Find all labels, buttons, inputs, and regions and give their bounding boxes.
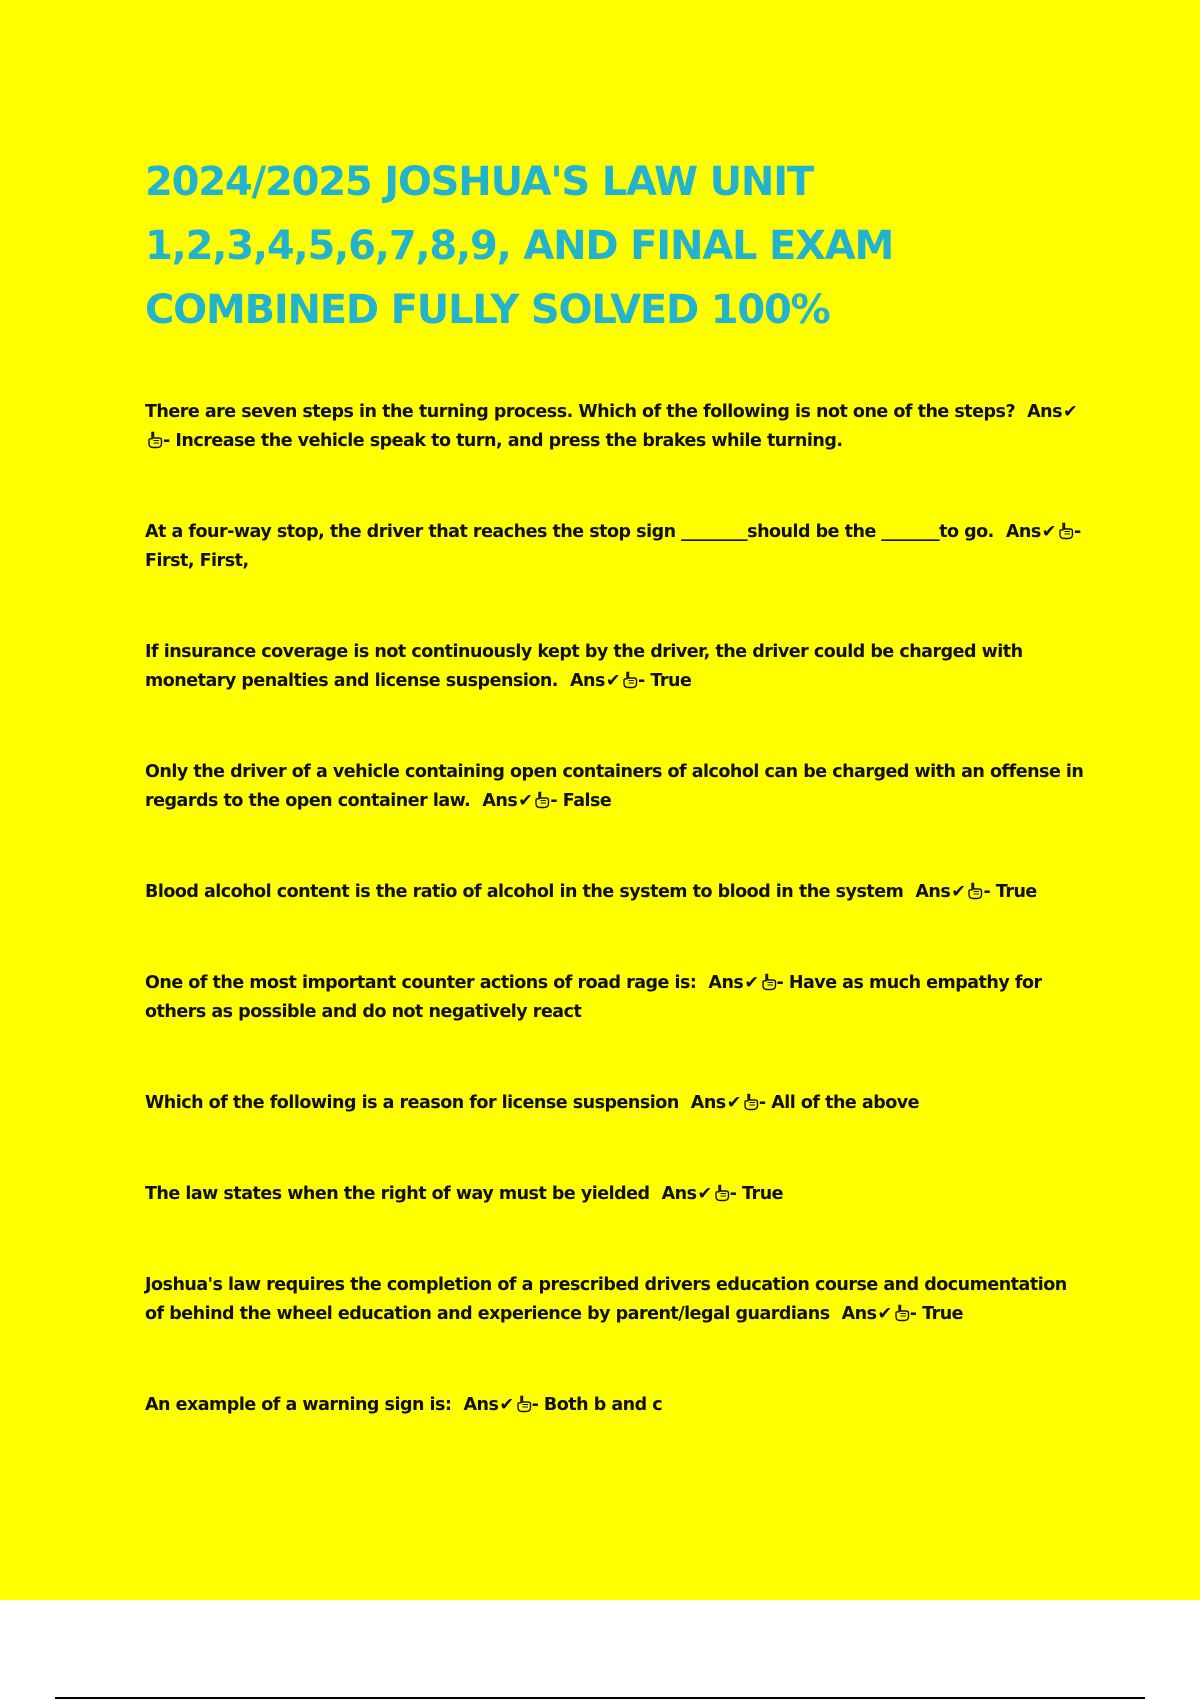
- answer-label: Ans: [1027, 402, 1063, 422]
- answer-label: Ans: [463, 1395, 499, 1415]
- answer-text: - True: [729, 1184, 784, 1204]
- answer-text: - Have as much empathy for others as possible and do not negatively react: [145, 973, 1042, 1022]
- check-icon: ✔: [744, 973, 759, 993]
- answer-text: - False: [550, 791, 612, 811]
- pointing-hand-icon: [894, 1304, 910, 1322]
- qa-item: [145, 638, 1085, 696]
- answer-label: Ans: [708, 973, 744, 993]
- check-icon: ✔: [726, 1093, 741, 1113]
- question-text: If insurance coverage is not continuously kept by the driver, the driver could be charged with monetary penalties and license suspension.: [145, 642, 1023, 691]
- question-text: The law states when the right of way must be yielded: [145, 1184, 650, 1204]
- pointing-hand-icon: [743, 1093, 759, 1111]
- check-icon: ✔: [951, 882, 966, 902]
- answer-label: Ans: [841, 1304, 877, 1324]
- answer-label: Ans: [569, 671, 605, 691]
- question-text: Blood alcohol content is the ratio of alcohol in the system to blood in the system: [145, 882, 904, 902]
- answer-label: Ans: [690, 1093, 726, 1113]
- question-text: There are seven steps in the turning process. Which of the following is not one of the steps?: [145, 402, 1016, 422]
- answer-text: - True: [983, 882, 1037, 902]
- qa-item: [145, 878, 1085, 907]
- question-answer-list: [145, 398, 1085, 1482]
- check-icon: ✔: [605, 671, 621, 691]
- question-text: One of the most important counter actions of road rage is:: [145, 973, 697, 993]
- check-icon: ✔: [697, 1184, 712, 1204]
- question-text: Joshua's law requires the completion of a prescribed drivers education course and documentation of behind the wheel education and experience by parent/legal guardians: [145, 1275, 1067, 1324]
- pointing-hand-icon: [534, 791, 550, 809]
- qa-item: [145, 969, 1085, 1027]
- qa-item: [145, 1180, 1085, 1209]
- question-text: An example of a warning sign is:: [145, 1395, 452, 1415]
- question-text: At a four-way stop, the driver that reaches the stop sign ________should be the _______to go.: [145, 522, 994, 542]
- qa-item: [145, 1271, 1085, 1329]
- check-icon: ✔: [1041, 522, 1056, 542]
- answer-label: Ans: [915, 882, 951, 902]
- question-text: Which of the following is a reason for license suspension: [145, 1093, 679, 1113]
- pointing-hand-icon: [1058, 522, 1074, 540]
- answer-label: Ans: [482, 791, 518, 811]
- answer-text: - All of the above: [758, 1093, 920, 1113]
- check-icon: ✔: [499, 1395, 514, 1415]
- pointing-hand-icon: [967, 882, 983, 900]
- qa-item: [145, 758, 1085, 816]
- document-title: 2024/2025 JOSHUA'S LAW UNIT 1,2,3,4,5,6,7,8,9, AND FINAL EXAM COMBINED FULLY SOLVED 100%: [145, 159, 894, 333]
- answer-text: - First, First,: [145, 522, 1081, 571]
- qa-item: [145, 1089, 1085, 1118]
- check-icon: ✔: [518, 791, 533, 811]
- answer-text: - Both b and c: [531, 1395, 663, 1415]
- check-icon: ✔: [877, 1304, 892, 1324]
- qa-item: [145, 1391, 1085, 1420]
- question-text: Only the driver of a vehicle containing open containers of alcohol can be charged with an offense in regards to the open container law.: [145, 762, 1084, 811]
- answer-text: - Increase the vehicle speak to turn, and press the brakes while turning.: [163, 431, 843, 451]
- pointing-hand-icon: [761, 973, 777, 991]
- check-icon: ✔: [1063, 402, 1078, 422]
- pointing-hand-icon: [147, 431, 163, 449]
- qa-item: [145, 518, 1085, 576]
- answer-label: Ans: [661, 1184, 697, 1204]
- answer-label: Ans: [1005, 522, 1041, 542]
- answer-text: - True: [638, 671, 692, 691]
- answer-text: - True: [909, 1304, 964, 1324]
- qa-item: [145, 398, 1085, 456]
- footer-divider: [55, 1697, 1145, 1699]
- pointing-hand-icon: [714, 1184, 730, 1202]
- pointing-hand-icon: [622, 671, 638, 689]
- pointing-hand-icon: [516, 1395, 532, 1413]
